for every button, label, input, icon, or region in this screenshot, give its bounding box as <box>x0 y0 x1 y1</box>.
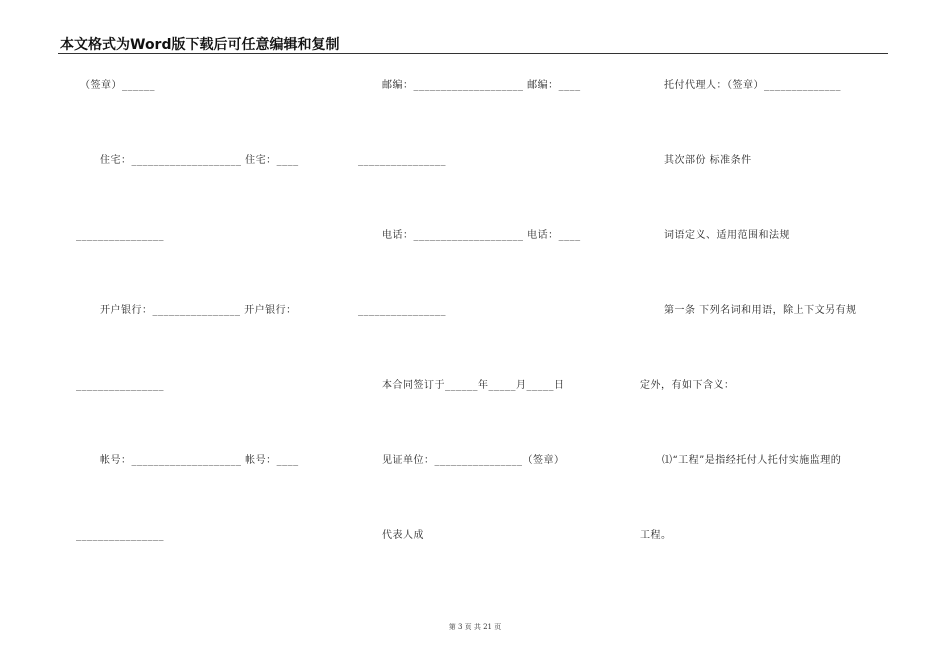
col1-line-3: ________________ <box>76 230 164 241</box>
col1-line-5: ________________ <box>76 380 164 391</box>
col2-line-5: 本合同签订于______年_____月_____日 <box>382 380 565 391</box>
col3-line-5: 定外，有如下含义： <box>640 380 735 391</box>
page-number: 第 3 页 共 21 页 <box>448 623 502 631</box>
col1-line-6: 帐号：____________________ 帐号：____ <box>100 455 299 466</box>
col3-line-3: 词语定义、适用范围和法规 <box>664 230 790 241</box>
col3-line-1: 托付代理人：（签章）______________ <box>664 80 841 91</box>
header-divider <box>58 53 888 54</box>
col1-line-1: （签章）______ <box>80 80 155 91</box>
col2-line-1: 邮编：____________________ 邮编：____ <box>382 80 581 91</box>
header-title: 本文格式为Word版下载后可任意编辑和复制 <box>60 37 340 53</box>
col2-line-6: 见证单位：________________（签章） <box>382 455 565 466</box>
col3-line-2: 其次部份 标准条件 <box>664 155 752 166</box>
col2-line-3: 电话：____________________ 电话：____ <box>382 230 581 241</box>
col3-line-6: ⑴“工程”是指经托付人托付实施监理的 <box>662 455 842 466</box>
col3-line-7: 工程。 <box>640 530 672 541</box>
col1-line-2: 住宅：____________________ 住宅：____ <box>100 155 299 166</box>
col1-line-7: ________________ <box>76 530 164 541</box>
col3-line-4: 第一条 下列名词和用语，除上下文另有规 <box>664 305 857 316</box>
col1-line-4: 开户银行：________________ 开户银行： <box>100 305 297 316</box>
col2-line-7: 代表人成 <box>382 530 424 541</box>
col2-line-2: ________________ <box>358 155 446 166</box>
col2-line-4: ________________ <box>358 305 446 316</box>
